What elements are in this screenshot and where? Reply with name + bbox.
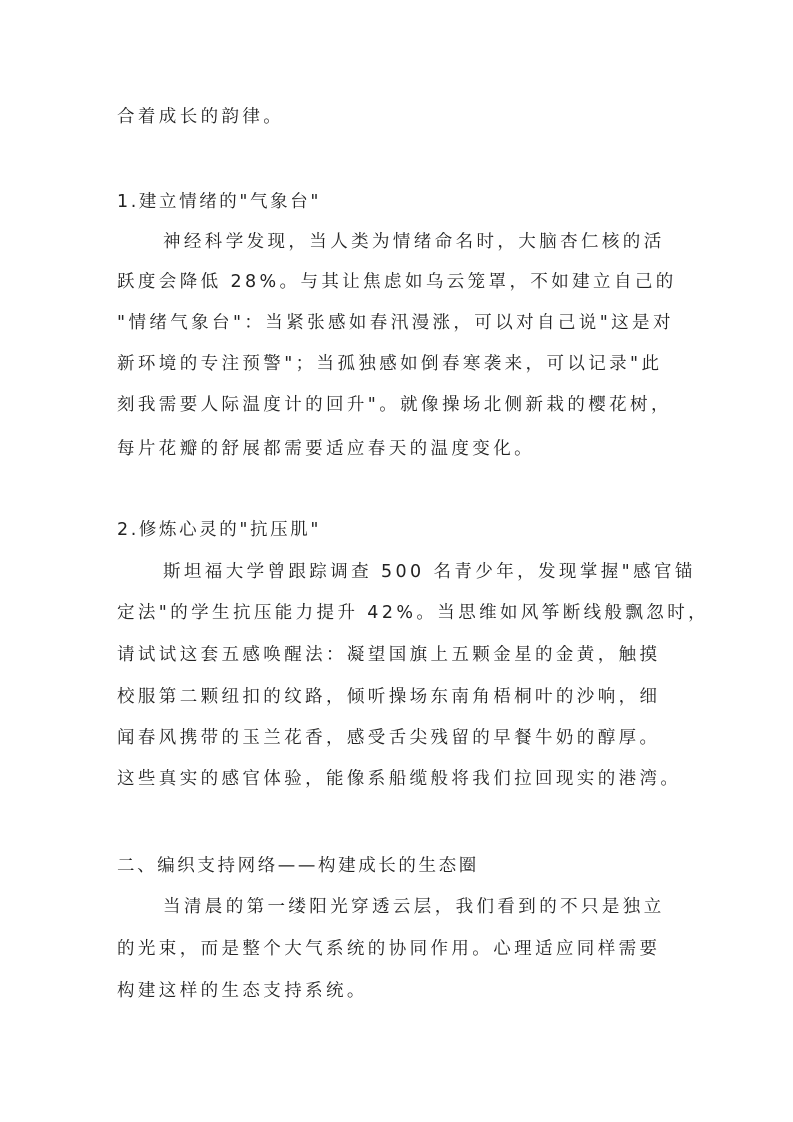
paragraph-line: 当清晨的第一缕阳光穿透云层，我们看到的不只是独立 (163, 897, 665, 917)
section-heading-support-network: 二、编织支持网络——构建成长的生态圈 (117, 856, 479, 876)
paragraph-line: 每片花瓣的舒展都需要适应春天的温度变化。 (117, 439, 535, 459)
paragraph-line: 刻我需要人际温度计的回升"。就像操场北侧新栽的樱花树， (117, 395, 672, 415)
subheading-emotion-weather-station: 1.建立情绪的"气象台" (117, 192, 321, 212)
paragraph-line: 定法"的学生抗压能力提升 42%。当思维如风筝断线般飘忽时， (117, 603, 710, 623)
paragraph-line: "情绪气象台"：当紧张感如春汛漫涨，可以对自己说"这是对 (117, 313, 674, 333)
paragraph-line: 神经科学发现，当人类为情绪命名时，大脑杏仁核的活 (163, 232, 665, 252)
paragraph-line: 合着成长的韵律。 (117, 107, 285, 127)
paragraph-line: 构建这样的生态支持系统。 (117, 981, 368, 1001)
paragraph-line: 这些真实的感官体验，能像系船缆般将我们拉回现实的港湾。 (117, 769, 682, 789)
paragraph-line: 斯坦福大学曾跟踪调查 500 名青少年，发现掌握"感官锚 (163, 562, 696, 582)
paragraph-line: 闻春风携带的玉兰花香，感受舌尖残留的早餐牛奶的醇厚。 (117, 728, 661, 748)
paragraph-line: 校服第二颗纽扣的纹路，倾听操场东南角梧桐叶的沙响，细 (117, 687, 661, 707)
paragraph-line: 请试试这套五感唤醒法：凝望国旗上五颗金星的金黄，触摸 (117, 645, 661, 665)
paragraph-line: 跃度会降低 28%。与其让焦虑如乌云笼罩，不如建立自己的 (117, 272, 677, 292)
paragraph-line: 新环境的专注预警"；当孤独感如倒春寒袭来，可以记录"此 (117, 354, 663, 374)
subheading-stress-resistance: 2.修炼心灵的"抗压肌" (117, 520, 321, 540)
paragraph-line: 的光束，而是整个大气系统的协同作用。心理适应同样需要 (117, 939, 661, 959)
